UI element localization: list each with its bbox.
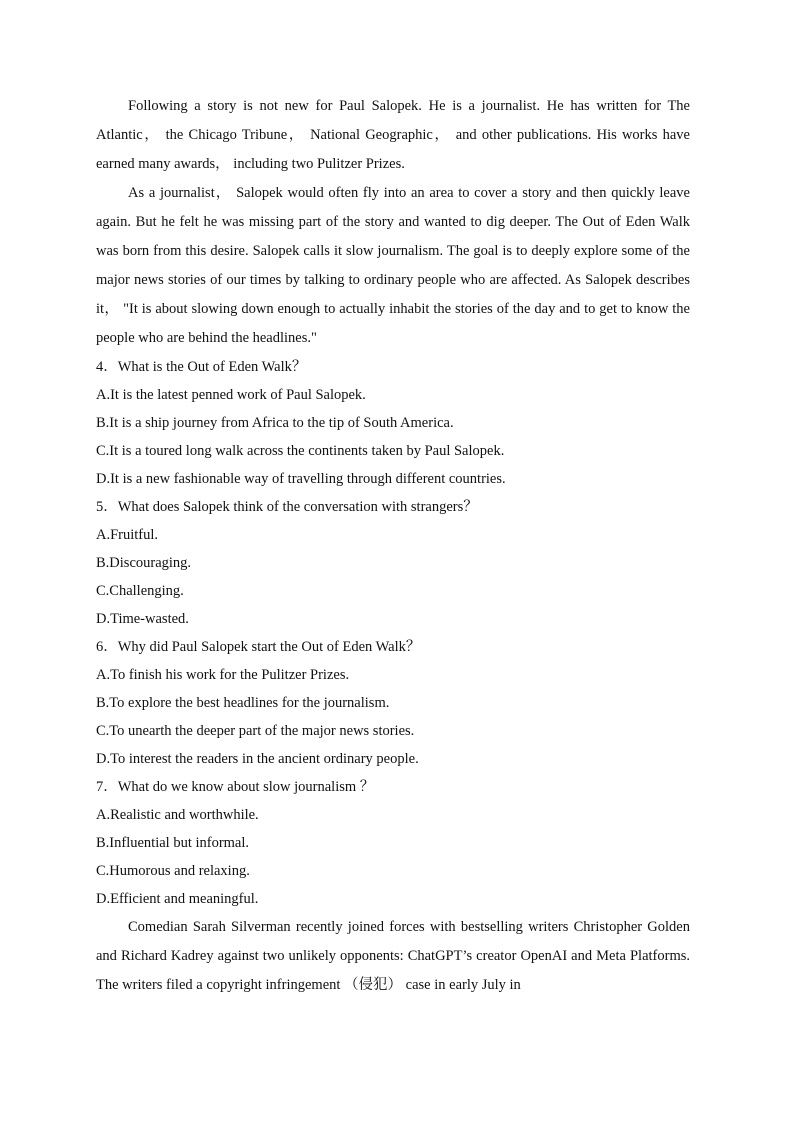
answer-option: A.To finish his work for the Pulitzer Prizes. <box>96 667 350 683</box>
question-stem: 5．What does Salopek think of the conversation with strangers？ <box>96 499 478 515</box>
answer-option: C.Challenging. <box>96 583 184 599</box>
question-block <box>96 633 690 773</box>
answer-option: C.Humorous and relaxing. <box>96 863 250 879</box>
question-block <box>96 493 690 633</box>
question-stem: 7．What do we know about slow journalism ？ <box>96 779 375 795</box>
passage-paragraph: Following a story is not new for Paul Salopek. He is a journalist. He has written for The Atlantic， the Chicago Tribune， National Geographic， and other publications. His works have earned many awards， including two Pulitzer Prizes. <box>96 98 690 172</box>
document-body <box>96 92 690 1000</box>
answer-option: B.To explore the best headlines for the journalism. <box>96 695 390 711</box>
answer-option: C.It is a toured long walk across the continents taken by Paul Salopek. <box>96 443 505 459</box>
question-stem: 4．What is the Out of Eden Walk？ <box>96 359 307 375</box>
answer-option: A.Fruitful. <box>96 527 159 543</box>
answer-option: B.Discouraging. <box>96 555 192 571</box>
answer-option: B.Influential but informal. <box>96 835 250 851</box>
question-stem: 6．Why did Paul Salopek start the Out of Eden Walk？ <box>96 639 421 655</box>
answer-option: B.It is a ship journey from Africa to the tip of South America. <box>96 415 454 431</box>
question-block <box>96 773 690 913</box>
answer-option: A.It is the latest penned work of Paul Salopek. <box>96 387 366 403</box>
answer-option: D.It is a new fashionable way of travelling through different countries. <box>96 471 506 487</box>
passage-paragraph: As a journalist， Salopek would often fly into an area to cover a story and then quickly leave again. But he felt he was missing part of the story and wanted to dig deeper. The Out of Eden Walk was born from this desire. Salopek calls it slow journalism. The goal is to deeply explore some of the major news stories of our times by talking to ordinary people who are affected. As Salopek describes it， "It is about slowing down enough to actually inhabit the stories of the day and to get to know the people who are behind the headlines." <box>96 185 690 346</box>
answer-option: D.Time-wasted. <box>96 611 189 627</box>
answer-option: A.Realistic and worthwhile. <box>96 807 259 823</box>
answer-option: D.Efficient and meaningful. <box>96 891 259 907</box>
answer-option: D.To interest the readers in the ancient ordinary people. <box>96 751 419 767</box>
answer-option: C.To unearth the deeper part of the major news stories. <box>96 723 415 739</box>
question-block <box>96 353 690 493</box>
passage-paragraph: Comedian Sarah Silverman recently joined forces with bestselling writers Christopher Golden and Richard Kadrey against two unlikely opponents: ChatGPT’s creator OpenAI and Meta Platforms. The writers filed a copyright infringement （侵犯） case in early July in <box>96 919 690 993</box>
